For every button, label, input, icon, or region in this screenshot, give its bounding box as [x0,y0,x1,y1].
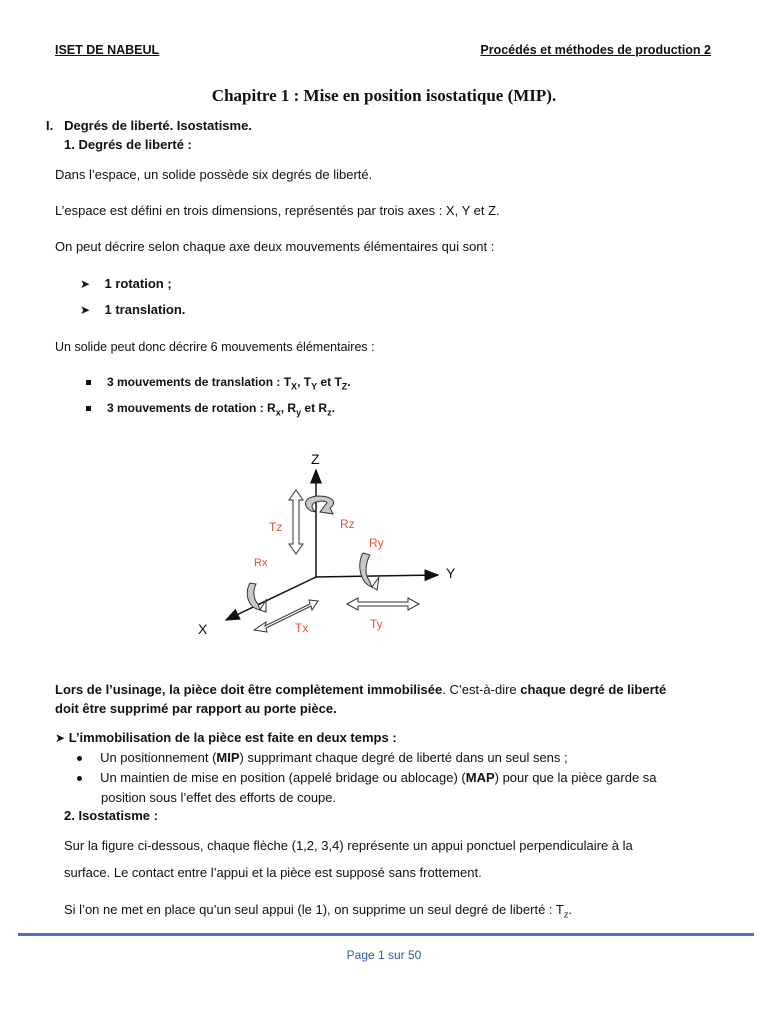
dot-bullet-icon [77,776,82,781]
ry-rotation-icon [360,553,372,587]
square-bullet-icon [86,380,91,385]
arrow-bullet-icon: ➤ [80,277,91,291]
sep: et [301,401,319,415]
sub-rz: z [327,407,332,418]
page-number: Page 1 sur 50 [346,948,422,962]
arrow-bullet-icon: ➤ [55,731,66,745]
immobilisation-item-2 [77,769,657,787]
sub-y: Y [311,381,318,392]
ty-double-arrow-icon [347,598,419,610]
section-2-paragraph-1: Sur la figure ci-dessous, chaque flèche (1,2, 3,4) représente un appui ponctuel perpendiculaire à la [64,838,633,853]
section-1-title: Degrés de liberté. Isostatisme. [64,118,252,133]
section-2-p2-sub: z [563,909,569,920]
translation-prefix: 3 mouvements de translation : T [107,375,292,389]
sub-ry: y [296,407,302,418]
immobilisation-title-text: L’immobilisation de la pièce est faite en deux temps : [68,730,397,745]
usinage-bold-1: Lors de l’usinage, la pièce doit être complètement immobilisée [55,682,443,697]
rx-label: Rx [254,557,268,569]
rz-label: Rz [340,517,355,531]
bullet-translation-text: 1 translation. [104,302,186,317]
immobilisation-title [55,729,397,747]
item2-c: ) pour que la pièce garde sa [494,770,657,785]
axis-z-label: Z [311,451,320,467]
end: . [331,401,335,415]
ty-label: Ty [370,617,383,631]
tz-label: Tz [269,520,283,534]
y-axis [316,575,438,577]
section-1-number: I. [46,118,54,133]
item1-c: ) supprimant chaque degré de liberté dans un seul sens ; [239,750,568,765]
header-left: ISET DE NABEUL [55,43,160,57]
sep: , [297,375,304,389]
sub-z: Z [341,381,348,392]
paragraph-4: Un solide peut donc décrire 6 mouvements élémentaires : [55,340,375,354]
tz-double-arrow-icon [289,490,303,554]
paragraph-3: On peut décrire selon chaque axe deux mouvements élémentaires qui sont : [55,239,495,254]
section-2-paragraph-2 [64,901,572,924]
subsection-1-title: 1. Degrés de liberté : [64,137,192,152]
usinage-normal: . C’est-à-dire [442,682,521,697]
sub-rx: x [275,407,281,418]
ry-label: Ry [369,536,384,550]
usinage-bold-2: chaque degré de liberté [520,682,667,697]
page-title: Chapitre 1 : Mise en position isostatique (MIP). [211,86,557,105]
section-2-p2-text: Si l’on ne met en place qu’un seul appui (le 1), on supprime un seul degré de liberté : T [64,902,564,917]
item1-b: MIP [216,750,240,765]
sub-x: X [291,381,298,392]
bullet-rotation [80,275,172,293]
degrees-of-freedom-figure [180,440,480,650]
section-1-heading [46,117,252,135]
footer-divider [18,933,754,936]
item2-a: Un maintien de mise en position (appelé bridage ou ablocage) ( [100,770,466,785]
section-2-p2-end: . [568,902,572,917]
usinage-paragraph-line-1 [55,681,666,699]
arrow-bullet-icon: ➤ [80,303,91,317]
translation-movements: 3 mouvements de translation : $T_X$, $T_Y$ et $T_Z$. [86,373,351,395]
sep: , [280,401,288,415]
end: . [347,375,351,389]
immobilisation-item-2-line-2: position sous l’effet des efforts de coupe. [101,790,337,805]
sep: et [317,375,335,389]
rx-rotation-icon [247,583,260,610]
immobilisation-item-1 [77,749,568,767]
paragraph-1: Dans l’espace, un solide possède six degrés de liberté. [55,167,373,182]
ry-arrow-head-icon [372,577,379,590]
bullet-rotation-text: 1 rotation ; [104,276,172,291]
axis-y-label: Y [446,565,456,581]
paragraph-2: L’espace est défini en trois dimensions, représentés par trois axes : X, Y et Z. [55,203,500,218]
rotation-movements: 3 mouvements de rotation : $R_x$, $R_y$ et $R_z$. [86,399,335,421]
item2-b: MAP [465,770,495,785]
axis-x-label: X [198,621,208,637]
rz-rotation-icon [306,496,334,514]
x-axis [226,577,316,620]
header-right: Procédés et méthodes de production 2 [480,43,711,57]
tx-label: Tx [295,621,309,635]
dot-bullet-icon [77,756,82,761]
rotation-prefix: 3 mouvements de rotation : R [107,401,276,415]
section-2-paragraph-1-line-2: surface. Le contact entre l’appui et la pièce est supposé sans frottement. [64,865,482,880]
item1-a: Un positionnement ( [100,750,217,765]
square-bullet-icon [86,406,91,411]
usinage-paragraph-line-2: doit être supprimé par rapport au porte pièce. [55,701,337,716]
bullet-translation [80,301,185,319]
section-2-title: 2. Isostatisme : [64,808,158,823]
